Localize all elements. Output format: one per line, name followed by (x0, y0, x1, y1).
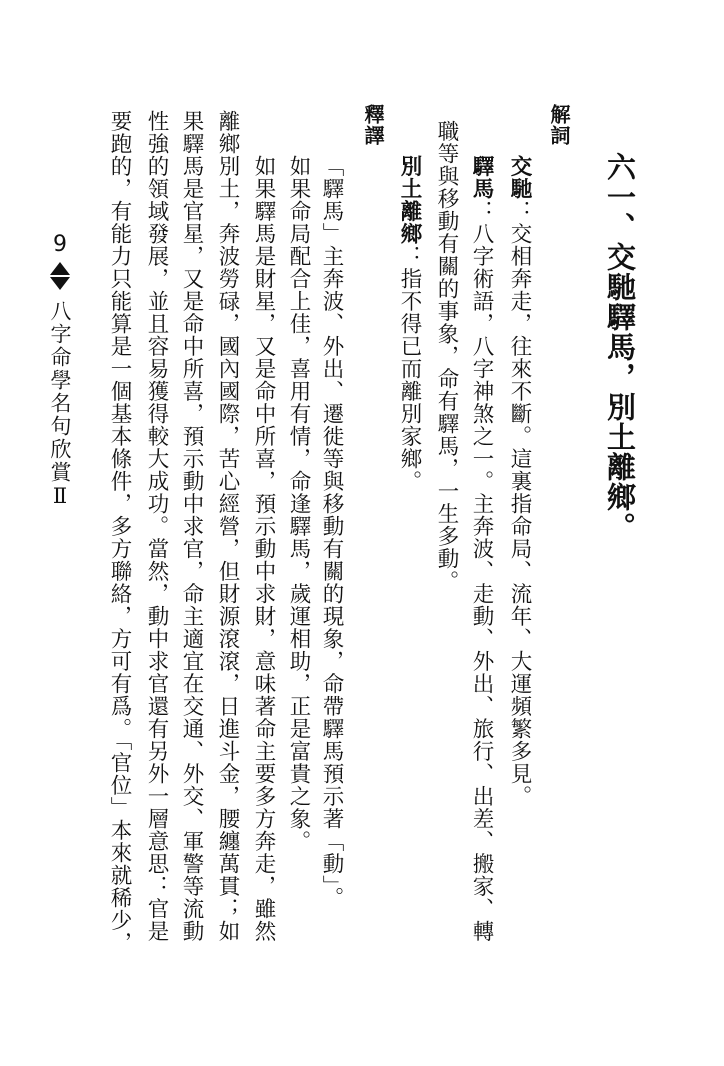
translation-line-6: 性強的領域發展，並且容易獲得較大成功。當然，動中求官還有另外一層意思：官是 (144, 110, 169, 943)
translation-line-5: 果驛馬是官星，又是命中所喜，預示動中求官，命主適宜在交通、外交、軍警等流動 (179, 110, 204, 943)
definition-text: ：指不得已而離別家鄉。 (397, 245, 422, 493)
translation-line-2: 如果命局配合上佳，喜用有情，命逢驛馬，歲運相助，正是富貴之象。 (286, 155, 311, 853)
definition-text: ：交相奔走，往來不斷。這裏指命局、流年、大運頻繁多見。 (507, 200, 532, 808)
definition-term: 驛馬 (469, 155, 494, 200)
translation-line-1: 「驛馬」主奔波、外出、遷徙等與移動有關的現象，命帶驛馬預示著「動」。 (319, 155, 344, 910)
book-title: 八字命學名句欣賞Ⅱ (48, 300, 72, 510)
page-title: 六一、交馳驛馬，別土離鄉。 (603, 152, 637, 542)
definition-term: 別土離鄉 (397, 155, 422, 245)
translation-line-7: 要跑的，有能力只能算是一個基本條件，多方聯絡，方可有爲。「官位」本來就稀少， (107, 110, 132, 955)
page-number: 9 (53, 232, 67, 257)
definition-yima-continued: 職等與移動有關的事象，命有驛馬，一生多動。 (434, 120, 459, 593)
definition-bietulixiang (394, 155, 424, 493)
definition-jiaochi (504, 155, 534, 808)
definition-text: ：八字術語，八字神煞之一。主奔波、走動、外出、旅行、出差、搬家、轉 (469, 200, 494, 943)
translation-line-4: 離鄉別土，奔波勞碌，國內國際，苦心經營，但財源滾滾，日進斗金，腰纏萬貫；如 (215, 110, 240, 943)
translation-heading: 釋譯 (361, 104, 385, 146)
page-footer (40, 232, 80, 510)
definitions-heading: 解詞 (547, 104, 571, 146)
triangle-down-icon (50, 277, 70, 290)
definition-term: 交馳 (507, 155, 532, 200)
definition-yima (466, 155, 496, 943)
translation-line-3: 如果驛馬是財星，又是命中所喜，預示動中求財，意味著命主要多方奔走，雖然 (251, 155, 276, 943)
triangle-up-icon (50, 262, 70, 275)
